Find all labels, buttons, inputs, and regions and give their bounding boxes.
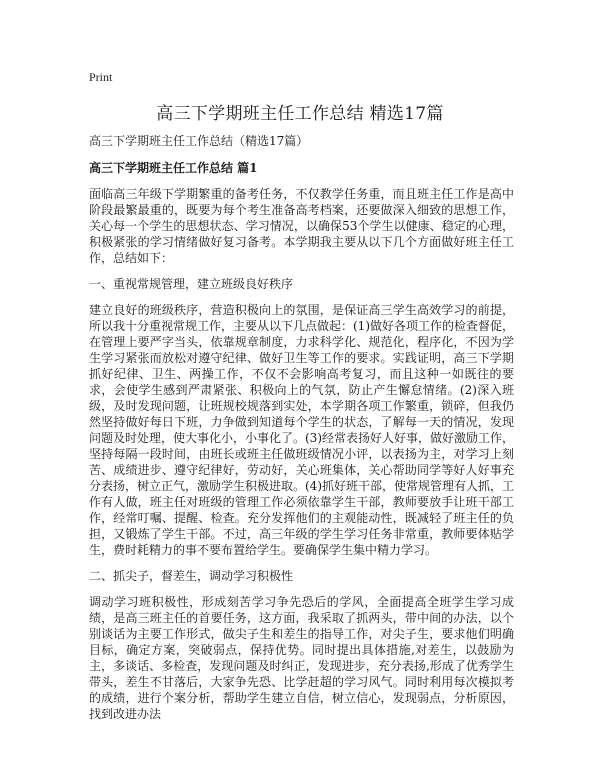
print-link[interactable]: Print <box>89 70 113 84</box>
page-title: 高三下学期班主任工作总结 精选17篇 <box>156 104 444 124</box>
paragraph-top-and-weak-students: 调动学习班积极性，形成刻苦学习争先恐后的学风，全面提高全班学生学习成绩，是高三班主任的首要任务，这方面，我采取了抓两头，带中间的办法，以个别谈话为主要工作形式，做尖子生和差生的指导工作，对尖子生，要求他们明确目标，确定方案，突破弱点，保持优势。同时提出具体措施,对差生，以鼓励为主，多谈话、多检查，发现问题及时纠正，发现进步，充分表扬,形成了优秀学生带头，差生不甘落后，大家争先恐、比学赶超的学习风气。同时利用每次模拟考的成绩，进行个案分析，帮助学生建立自信，树立信心，发现弱点，分析原因，找到改进办法 <box>89 595 514 721</box>
subheading-top-and-weak-students: 二、抓尖子，督差生，调动学习积极性 <box>89 569 294 583</box>
paragraph-intro: 面临高三年级下学期繁重的备考任务，不仅教学任务重，而且班主任工作是高中阶段最繁最重的，既要为每个考生准备高考档案，还要做深入细致的思想工作，关心每一个学生的思想状态、学习情况，以确保53个学生以健康、稳定的心理，积极紧张的学习情绪做好复习备考。本学期我主要从以下几个方面做好班主任工作，总结如下： <box>89 187 514 265</box>
document-subtitle: 高三下学期班主任工作总结（精选17篇） <box>89 134 309 148</box>
subheading-routine-management: 一、重视常规管理，建立班级良好秩序 <box>89 277 294 291</box>
document-body <box>89 133 514 732</box>
paragraph-routine-management: 建立良好的班级秩序，营造积极向上的氛围，是保证高三学生高效学习的前提，所以我十分重视常规工作，主要从以下几点做起：(1)做好各项工作的检查督促，在管理上要严字当头，依靠规章制度，力求科学化、规范化，程序化，不因为学生学习紧张而放松对遵守纪律、做好卫生等工作的要求。实践证明，高三下学期抓好纪律、卫生、两操工作，不仅不会影响高考复习，而且这种一如既往的要求，会使学生感到严肃紧张、积极向上的气氛，防止产生懈怠情绪。(2)深入班级，及时发现问题，让班规校规落到实处，本学期各项工作繁重，锁碎，但我仍然坚持做好每日下班，力争做到知道每个学生的状态，了解每一天的情况，发现问题及时处理，使大事化小，小事化了。(3)经常表扬好人好事，做好激励工作，坚持每隔一段时间，由班长或班主任做班级情况小评，以表扬为主，对学习上刻苦、成绩进步、遵守纪律好，劳动好，关心班集体，关心帮助同学等好人好事充分表扬，树立正气，激励学生积极进取。(4)抓好班干部，使常规管理有人抓，工作有人做，班主任对班级的管理工作必须依靠学生干部，教师要放手让班干部工作，经常叮嘱、提醒、检查。充分发挥他们的主观能动性，既减轻了班主任的负担，又锻炼了学生干部。不过，高三年级的学生学习任务非常重，教师要体贴学生，费时耗精力的事不要布置给学生。要确保学生集中精力学习。 <box>89 303 515 557</box>
section-heading: 高三下学期班主任工作总结 篇1 <box>89 161 258 175</box>
